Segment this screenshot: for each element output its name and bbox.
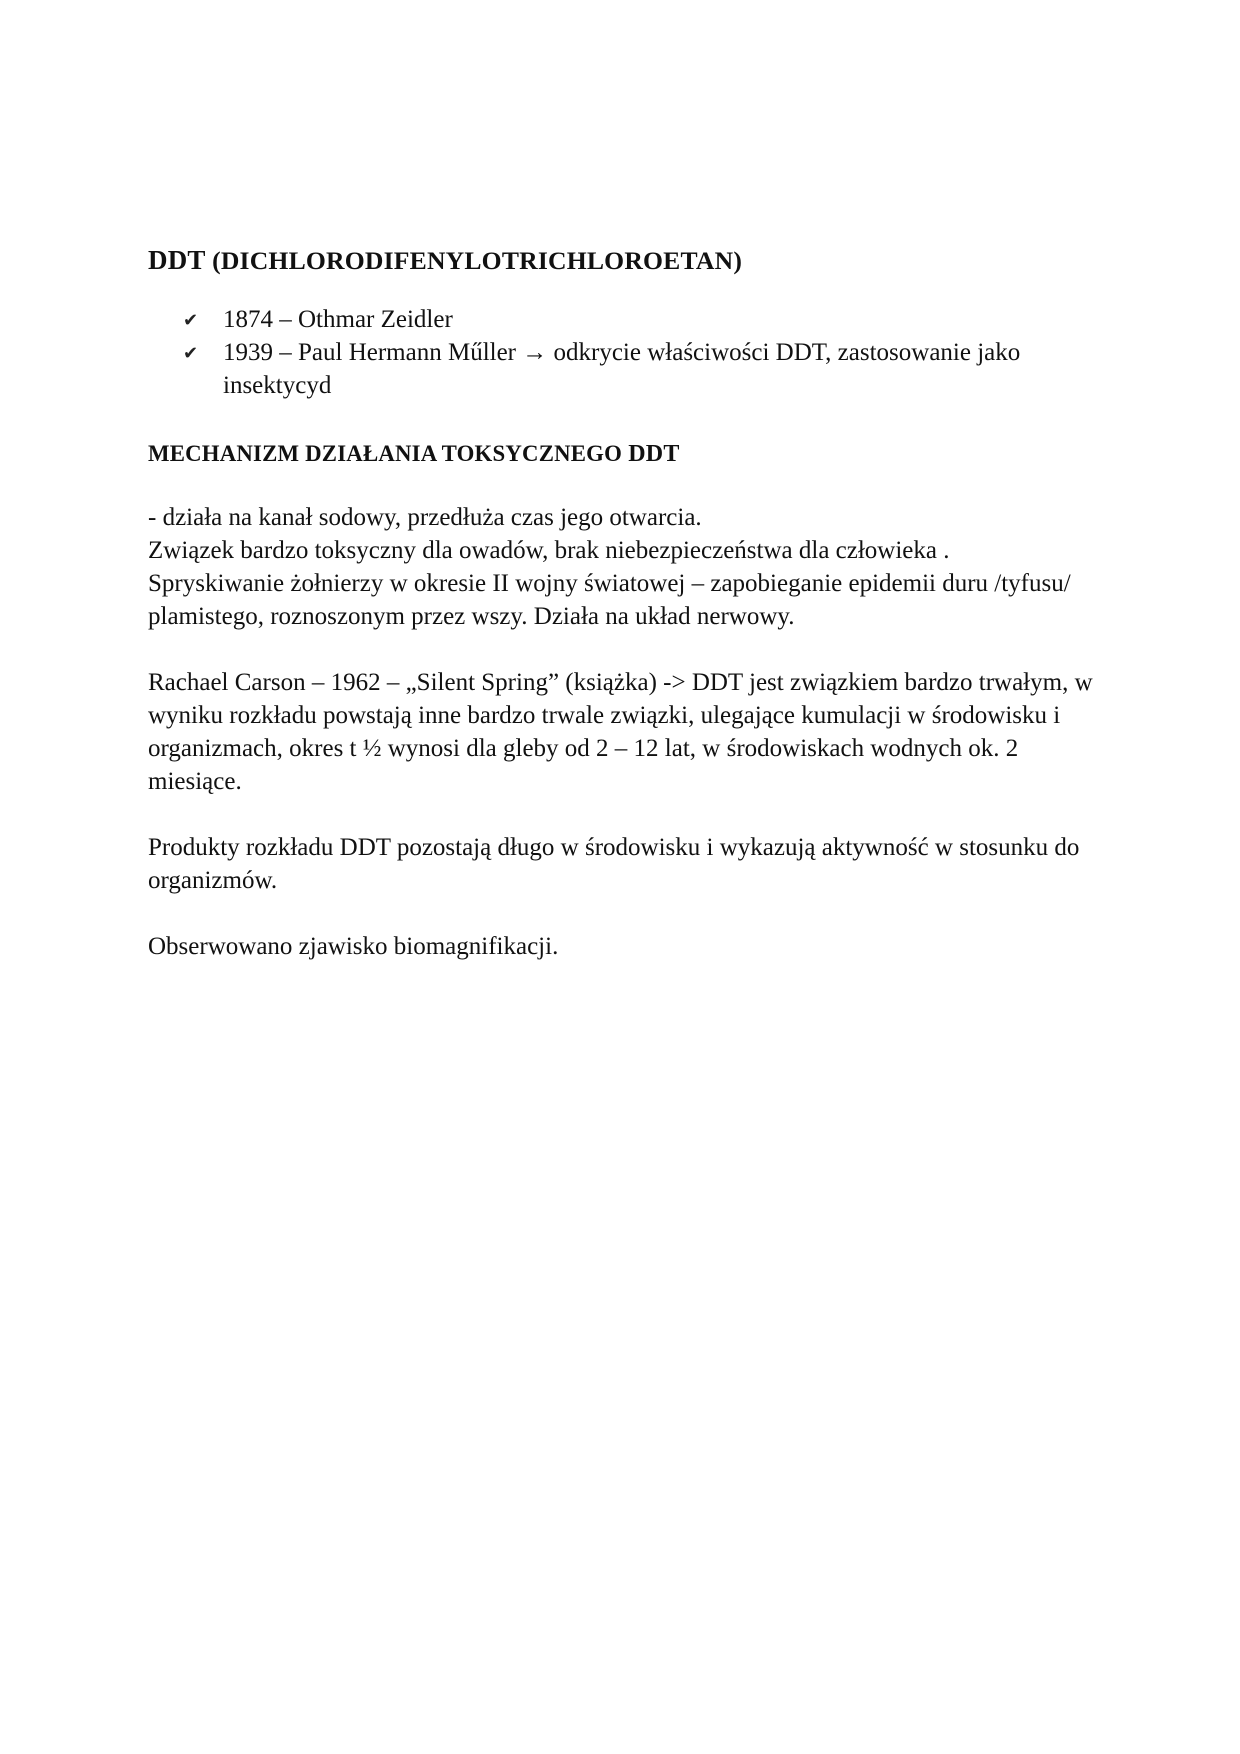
title-subtitle: (DICHLORODIFENYLOTRICHLOROETAN)	[212, 246, 743, 275]
biomagnification-paragraph: Obserwowano zjawisko biomagnifikacji.	[148, 933, 559, 960]
mechanism-line: - działa na kanał sodowy, przedłuża czas jego otwarcia.	[148, 504, 702, 531]
mechanism-heading	[148, 438, 1098, 470]
history-item	[148, 336, 1098, 402]
document-title	[148, 243, 1098, 278]
history-item	[148, 303, 1098, 336]
mechanism-heading-suffix: DDT	[628, 441, 680, 467]
history-list	[148, 303, 1098, 402]
checkmark-icon: ✔	[183, 343, 199, 363]
mechanism-paragraph	[148, 501, 1098, 633]
history-item-text: 1874 – Othmar Zeidler	[223, 306, 453, 333]
checkmark-icon: ✔	[183, 310, 199, 330]
document-content	[148, 243, 1098, 963]
mechanism-heading-text: MECHANIZM DZIAŁANIA TOKSYCZNEGO	[148, 441, 623, 466]
mechanism-line: Związek bardzo toksyczny dla owadów, brak niebezpieczeństwa dla człowieka .	[148, 537, 950, 564]
products-paragraph: Produkty rozkładu DDT pozostają długo w środowisku i wykazują aktywność w stosunku do organizmów.	[148, 834, 1080, 894]
title-main: DDT	[148, 245, 206, 275]
carson-paragraph: Rachael Carson – 1962 – „Silent Spring” (książka) -> DDT jest związkiem bardzo trwałym, w wyniku rozkładu powstają inne bardzo trwale związki, ulegające kumulacji w środowisku i organizmach, okres t ½ wynosi dla gleby od 2 – 12 lat, w środowiskach wodnych ok. 2 miesiące.	[148, 669, 1093, 795]
history-item-text: 1939 – Paul Hermann Műller → odkrycie właściwości DDT, zastosowanie jako insektycyd	[223, 339, 1021, 399]
mechanism-line: Spryskiwanie żołnierzy w okresie II wojny światowej – zapobieganie epidemii duru /tyfusu/ plamistego, roznoszonym przez wszy. Działa na układ nerwowy.	[148, 570, 1071, 630]
